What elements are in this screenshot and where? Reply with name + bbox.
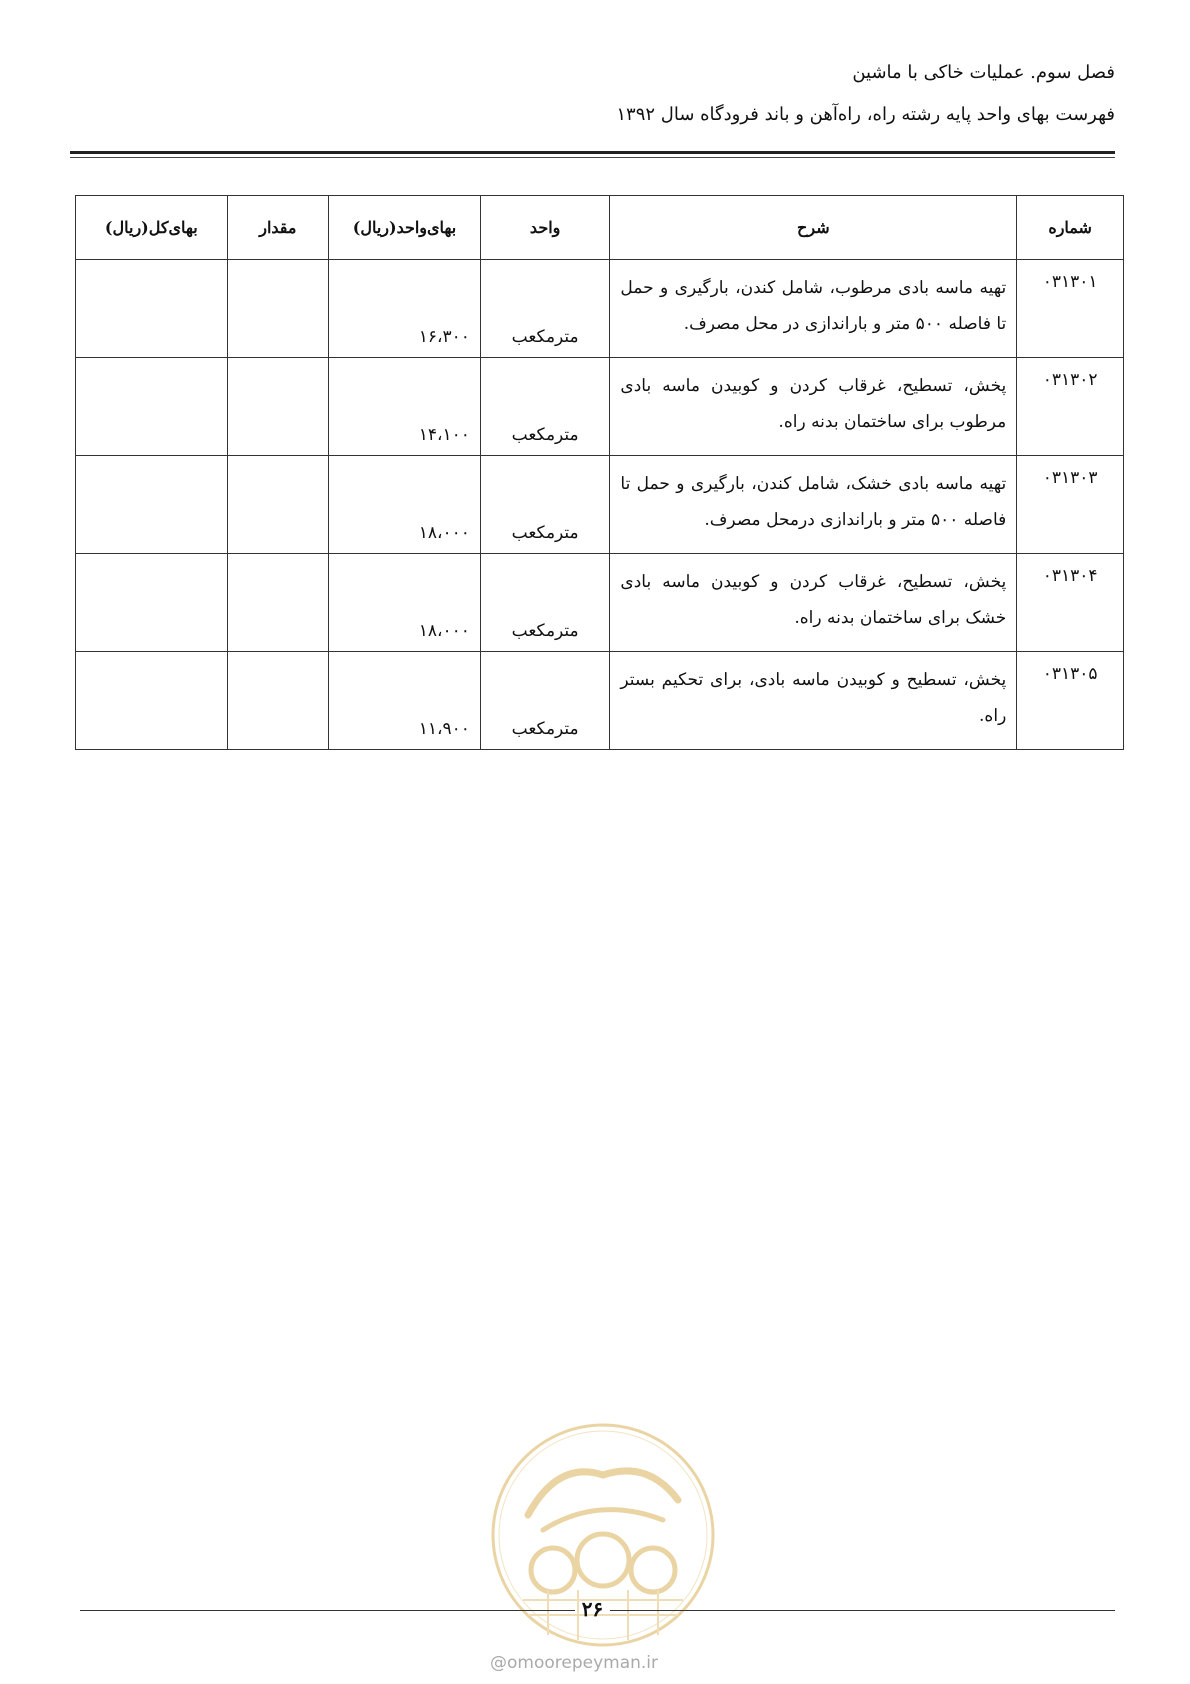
cell-total-price [76,456,228,554]
cell-description: تهیه ماسه بادی مرطوب، شامل کندن، بارگیری و حمل تا فاصله ۵۰۰ متر و باراندازی در محل مصرف. [610,260,1017,358]
table-row [76,456,1124,554]
cell-code: ۰۳۱۳۰۵ [1017,652,1124,750]
cell-unit-price: ۱۱،۹۰۰ [329,652,481,750]
cell-unit: مترمکعب [480,456,609,554]
cell-unit-price: ۱۶،۳۰۰ [329,260,481,358]
page-header [616,58,1115,130]
footer-rule-right [610,1610,1115,1611]
cell-description: پخش، تسطیح و کوبیدن ماسه بادی، برای تحکیم بستر راه. [610,652,1017,750]
watermark-site: @omoorepeyman.ir [490,1653,659,1673]
col-header-unit-price: بهای‌واحد(ریال) [329,196,481,260]
cell-code: ۰۳۱۳۰۲ [1017,358,1124,456]
cell-quantity [227,652,328,750]
price-list-table [75,195,1124,750]
col-header-total-price: بهای‌کل(ریال) [76,196,228,260]
cell-description: تهیه ماسه بادی خشک، شامل کندن، بارگیری و حمل تا فاصله ۵۰۰ متر و باراندازی درمحل مصرف. [610,456,1017,554]
cell-total-price [76,358,228,456]
cell-unit: مترمکعب [480,554,609,652]
cell-unit-price: ۱۸،۰۰۰ [329,554,481,652]
cell-unit-price: ۱۸،۰۰۰ [329,456,481,554]
cell-quantity [227,260,328,358]
col-header-description: شرح [610,196,1017,260]
cell-code: ۰۳۱۳۰۳ [1017,456,1124,554]
table-row [76,260,1124,358]
cell-quantity [227,358,328,456]
cell-total-price [76,260,228,358]
document-subtitle: فهرست بهای واحد پایه رشته راه، راه‌آهن و باند فرودگاه سال ۱۳۹۲ [616,104,1115,125]
footer-rule-left [80,1610,575,1611]
col-header-quantity: مقدار [227,196,328,260]
cell-quantity [227,554,328,652]
cell-quantity [227,456,328,554]
table-row [76,554,1124,652]
table-row [76,358,1124,456]
header-rule-thin [70,157,1115,158]
cell-unit: مترمکعب [480,260,609,358]
cell-code: ۰۳۱۳۰۴ [1017,554,1124,652]
cell-total-price [76,554,228,652]
cell-description: پخش، تسطیح، غرقاب کردن و کوبیدن ماسه بادی مرطوب برای ساختمان بدنه راه. [610,358,1017,456]
cell-code: ۰۳۱۳۰۱ [1017,260,1124,358]
cell-unit: مترمکعب [480,358,609,456]
header-rule-thick [70,151,1115,154]
col-header-code: شماره [1017,196,1124,260]
cell-total-price [76,652,228,750]
col-header-unit: واحد [480,196,609,260]
table-row [76,652,1124,750]
cell-unit: مترمکعب [480,652,609,750]
cell-description: پخش، تسطیح، غرقاب کردن و کوبیدن ماسه بادی خشک برای ساختمان بدنه راه. [610,554,1017,652]
table-header-row [76,196,1124,260]
page-number: ۲۶ [581,1597,604,1621]
chapter-title: فصل سوم. عملیات خاکی با ماشین [852,62,1115,83]
cell-unit-price: ۱۴،۱۰۰ [329,358,481,456]
